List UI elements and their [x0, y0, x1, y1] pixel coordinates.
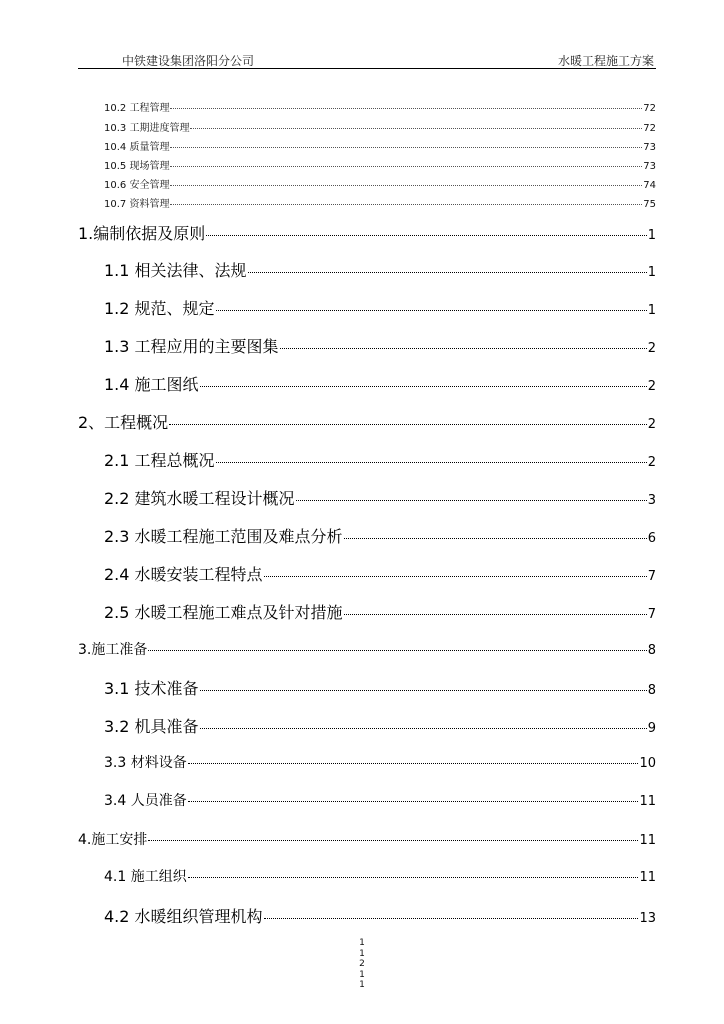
toc-entry-label: 1.2 规范、规定 — [104, 299, 215, 318]
toc-section-entry[interactable] — [104, 258, 656, 281]
footer-line: 1 — [359, 938, 365, 948]
toc-entry[interactable] — [104, 99, 656, 114]
toc-leader-dots — [344, 538, 647, 539]
toc-leader-dots — [248, 272, 647, 273]
toc-entry-label: 4.2 水暖组织管理机构 — [104, 907, 263, 926]
toc-chapter-entry[interactable] — [78, 639, 656, 659]
toc-entry-page: 13 — [639, 911, 656, 926]
toc-leader-dots — [344, 614, 647, 615]
toc-leader-dots — [148, 840, 638, 841]
footer-line: 1 — [359, 980, 365, 990]
toc-entry-label: 1.编制依据及原则 — [78, 224, 206, 243]
toc-entry-label: 3.4 人员准备 — [104, 793, 187, 809]
toc-leader-dots — [170, 185, 642, 186]
toc-entry-page: 2 — [647, 417, 656, 432]
footer-line: 2 — [359, 959, 365, 969]
toc-entry-page: 10 — [639, 756, 656, 771]
toc-entry-label: 10.6 安全管理 — [104, 180, 170, 191]
toc-entry-label: 10.7 资料管理 — [104, 199, 170, 210]
toc-leader-dots — [200, 728, 647, 729]
toc-leader-dots — [170, 204, 642, 205]
toc-entry-page: 72 — [643, 123, 656, 134]
toc-entry-page: 73 — [643, 161, 656, 172]
document-title: 水暖工程施工方案 — [557, 54, 654, 68]
toc-leader-dots — [216, 310, 647, 311]
toc-entry-label: 3.1 技术准备 — [104, 679, 199, 698]
page-header — [78, 50, 656, 69]
toc-leader-dots — [280, 348, 647, 349]
toc-entry-page: 1 — [647, 228, 656, 243]
toc-entry-page: 8 — [647, 683, 656, 698]
toc-entry-label: 3.3 材料设备 — [104, 755, 187, 771]
toc-entry-label: 3.2 机具准备 — [104, 717, 199, 736]
toc-leader-dots — [170, 166, 642, 167]
toc-leader-dots — [188, 763, 639, 764]
toc-leader-dots — [170, 108, 642, 109]
toc-section-entry[interactable] — [104, 790, 656, 810]
toc-entry-label: 2.3 水暖工程施工范围及难点分析 — [104, 527, 343, 546]
toc-section-entry[interactable] — [104, 752, 656, 772]
toc-entry-label: 2.1 工程总概况 — [104, 451, 215, 470]
toc-entry-page: 7 — [647, 569, 656, 584]
toc-section-entry[interactable] — [104, 676, 656, 699]
toc-leader-dots — [188, 877, 639, 878]
toc-leader-dots — [216, 462, 647, 463]
toc-section-entry[interactable] — [104, 486, 656, 509]
toc-entry-page: 2 — [647, 341, 656, 356]
toc-entry-page: 7 — [647, 607, 656, 622]
toc-leader-dots — [206, 235, 646, 236]
toc-entry[interactable] — [104, 138, 656, 153]
toc-chapter-entry[interactable] — [78, 221, 656, 244]
toc-entry-page: 8 — [647, 643, 656, 658]
toc-section-entry[interactable] — [104, 866, 656, 886]
toc-entry[interactable] — [104, 195, 656, 210]
toc-leader-dots — [188, 801, 639, 802]
toc-entry-page: 6 — [647, 531, 656, 546]
toc-entry-page: 11 — [639, 833, 656, 848]
toc-leader-dots — [264, 918, 639, 919]
toc-entry-label: 1.3 工程应用的主要图集 — [104, 337, 279, 356]
toc-leader-dots — [169, 424, 647, 425]
page-number-footer — [0, 938, 724, 991]
toc-entry-page: 2 — [647, 455, 656, 470]
footer-line: 1 — [359, 948, 365, 959]
toc-entry-label: 10.4 质量管理 — [104, 142, 170, 153]
toc-leader-dots — [148, 650, 646, 651]
toc-entry-page: 2 — [647, 379, 656, 394]
company-name: 中铁建设集团洛阳分公司 — [122, 54, 255, 68]
toc-entry-page: 72 — [643, 103, 656, 114]
toc-section-entry[interactable] — [104, 372, 656, 395]
toc-leader-dots — [190, 128, 642, 129]
toc-entry-page: 11 — [639, 794, 656, 809]
toc-entry-label: 3.施工准备 — [78, 642, 148, 658]
toc-section-entry[interactable] — [104, 600, 656, 623]
toc-entry-label: 10.2 工程管理 — [104, 103, 170, 114]
toc-entry-label: 2.2 建筑水暖工程设计概况 — [104, 489, 295, 508]
toc-leader-dots — [170, 147, 642, 148]
toc-chapter-entry[interactable] — [78, 410, 656, 433]
toc-leader-dots — [264, 576, 647, 577]
toc-entry-page: 3 — [647, 493, 656, 508]
toc-entry-page: 74 — [643, 180, 656, 191]
toc-entry-page: 73 — [643, 142, 656, 153]
toc-entry-page: 9 — [647, 721, 656, 736]
toc-entry-label: 2.5 水暖工程施工难点及针对措施 — [104, 603, 343, 622]
toc-entry-label: 2、工程概况 — [78, 413, 169, 432]
toc-entry-page: 1 — [647, 303, 656, 318]
toc-entry-label: 2.4 水暖安装工程特点 — [104, 565, 263, 584]
toc-section-entry[interactable] — [104, 904, 656, 927]
toc-entry-page: 1 — [647, 265, 656, 280]
toc-entry-label: 10.5 现场管理 — [104, 161, 170, 172]
toc-entry-page: 11 — [639, 870, 656, 885]
toc-section-entry[interactable] — [104, 524, 656, 547]
toc-entry-label: 4.施工安排 — [78, 832, 148, 848]
toc-entry[interactable] — [104, 176, 656, 191]
toc-section-entry[interactable] — [104, 562, 656, 585]
footer-line: 1 — [359, 969, 365, 980]
toc-leader-dots — [296, 500, 647, 501]
toc-chapter-entry[interactable] — [78, 829, 656, 849]
toc-entry-label: 1.1 相关法律、法规 — [104, 261, 247, 280]
toc-section-entry[interactable] — [104, 334, 656, 357]
toc-section-entry[interactable] — [104, 448, 656, 471]
toc-entry-label: 4.1 施工组织 — [104, 869, 187, 885]
toc-leader-dots — [200, 690, 647, 691]
toc-entry-label: 1.4 施工图纸 — [104, 375, 199, 394]
toc-section-entry[interactable] — [104, 296, 656, 319]
toc-leader-dots — [200, 386, 647, 387]
toc-entry-label: 10.3 工期进度管理 — [104, 123, 190, 134]
toc-entry-page: 75 — [643, 199, 656, 210]
toc-entry[interactable] — [104, 157, 656, 172]
toc-entry[interactable] — [104, 119, 656, 134]
toc-section-entry[interactable] — [104, 714, 656, 737]
